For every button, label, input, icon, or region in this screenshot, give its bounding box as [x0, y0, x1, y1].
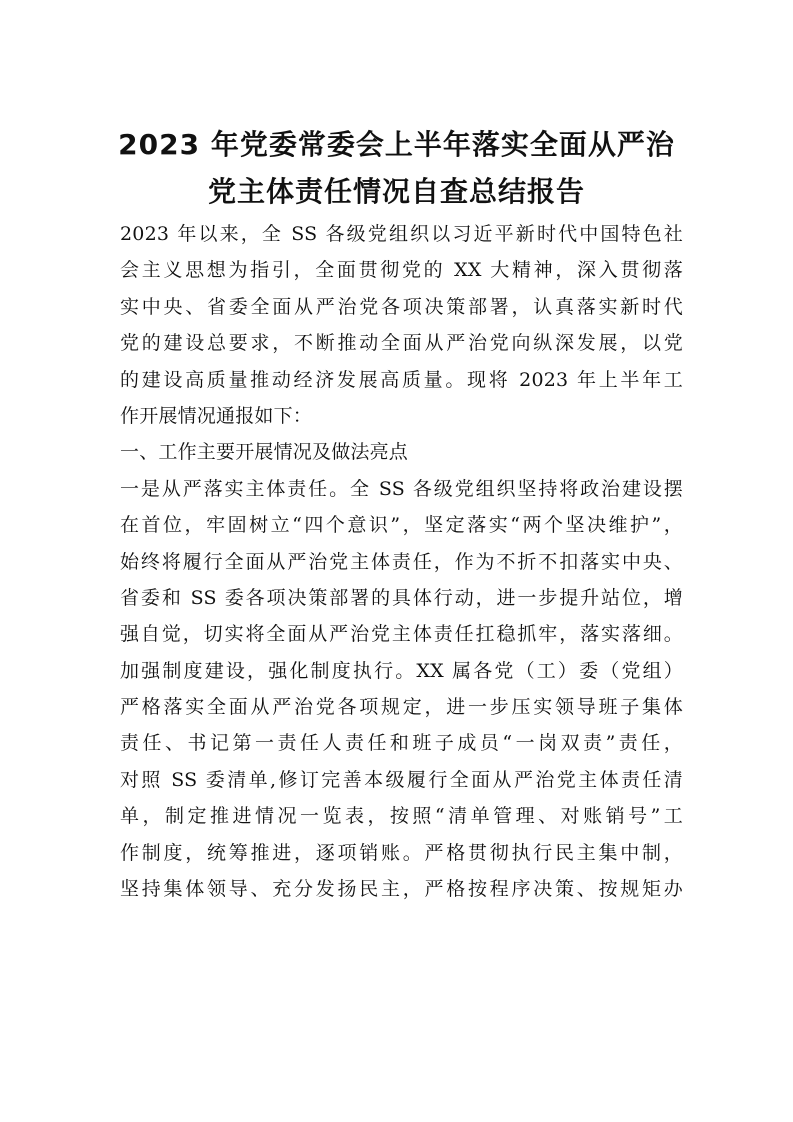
body-line: 作制度，统筹推进，逐项销账。严格贯彻执行民主集中制， [120, 841, 683, 864]
body-line: 一是从严落实主体责任。全 SS 各级党组织坚持将政治建设摆 [120, 477, 683, 500]
body-line: 2023 年以来，全 SS 各级党组织以习近平新时代中国特色社 [120, 223, 683, 245]
body-line: 坚持集体领导、充分发扬民主，严格按程序决策、按规矩办 [120, 878, 683, 901]
body-line: 作开展情况通报如下： [120, 404, 313, 427]
body-line: 对照 SS 委清单,修订完善本级履行全面从严治党主体责任清 [120, 768, 683, 791]
section-heading: 一、工作主要开展情况及做法亮点 [120, 441, 409, 464]
body-line: 加强制度建设，强化制度执行。XX 属各党（工）委（党组） [120, 659, 683, 682]
body-line: 严格落实全面从严治党各项规定，进一步压实领导班子集体 [120, 696, 683, 719]
body-line: 在首位，牢固树立“四个意识”，坚定落实“两个坚决维护”， [120, 514, 683, 537]
document-body [120, 216, 683, 907]
body-line: 的建设高质量推动经济发展高质量。现将 2023 年上半年工 [120, 368, 683, 391]
body-line: 始终将履行全面从严治党主体责任，作为不折不扣落实中央、 [120, 550, 683, 573]
body-line: 党的建设总要求，不断推动全面从严治党向纵深发展，以党 [120, 332, 683, 355]
body-line: 会主义思想为指引，全面贯彻党的 XX 大精神，深入贯彻落 [120, 259, 683, 282]
body-line: 省委和 SS 委各项决策部署的具体行动，进一步提升站位，增 [120, 586, 683, 609]
body-line: 实中央、省委全面从严治党各项决策部署，认真落实新时代 [120, 295, 683, 318]
document-title-line-1: 2023 年党委常委会上半年落实全面从严治 [118, 128, 675, 161]
body-line: 责任、书记第一责任人责任和班子成员“一岗双责”责任， [120, 732, 683, 755]
body-line: 单，制定推进情况一览表，按照“清单管理、对账销号”工 [120, 805, 683, 828]
document-title-line-2: 党主体责任情况自查总结报告 [207, 175, 585, 208]
body-line: 强自觉，切实将全面从严治党主体责任扛稳抓牢，落实落细。 [120, 623, 683, 646]
